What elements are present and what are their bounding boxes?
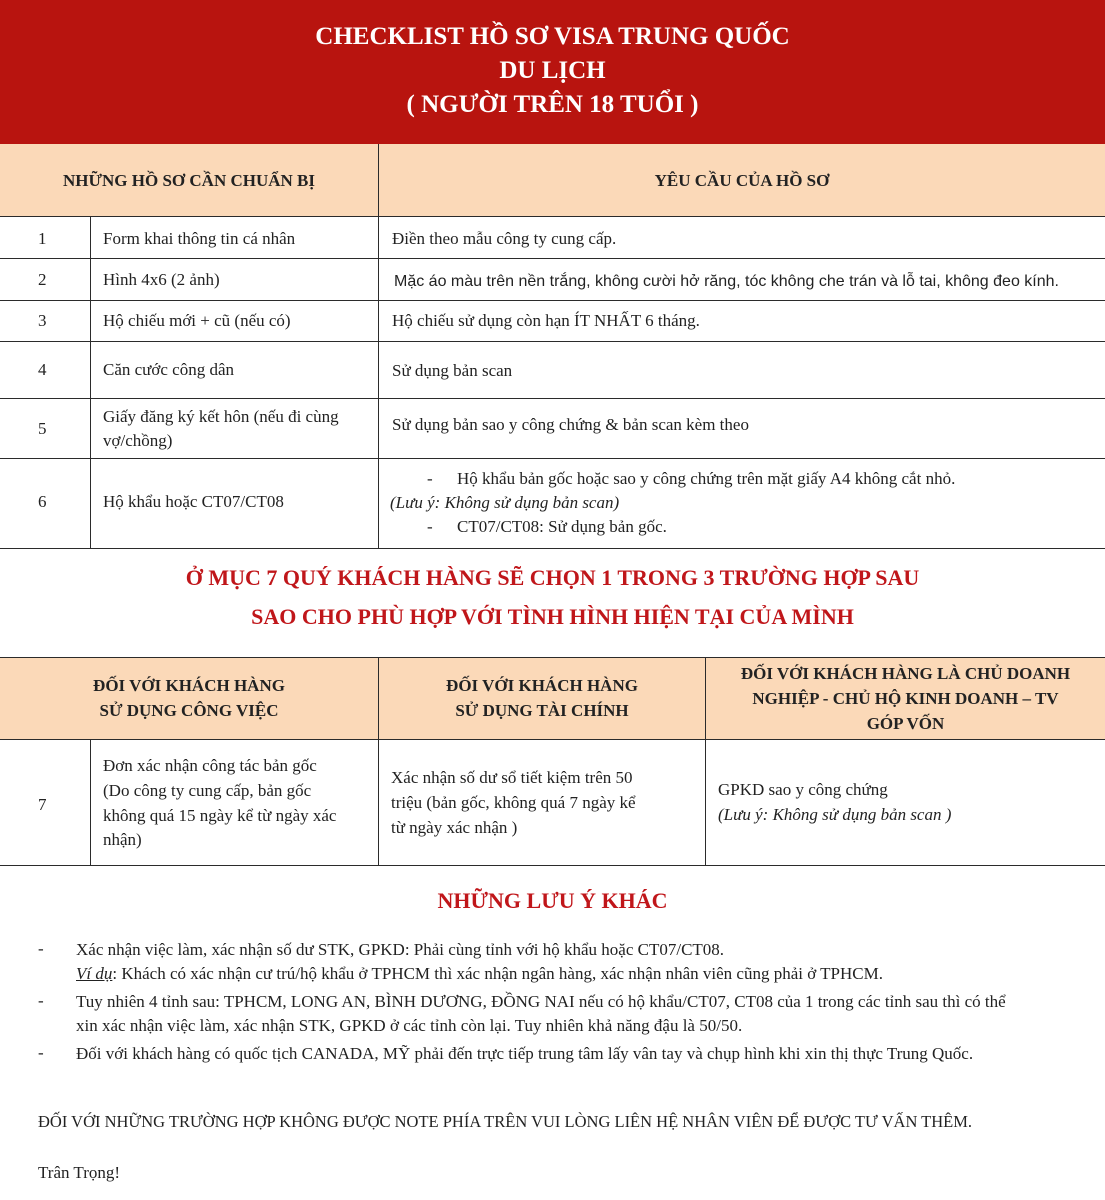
- header-line: NGHIỆP - CHỦ HỘ KINH DOANH – TV: [752, 688, 1059, 708]
- document-name: Hộ khẩu hoặc CT07/CT08: [103, 492, 284, 511]
- row-number: 1: [38, 229, 47, 248]
- document-name-line-1: Giấy đăng ký kết hôn (nếu đi cùng: [103, 407, 339, 426]
- title-line-2: DU LỊCH: [499, 57, 606, 84]
- header-line: ĐỐI VỚI KHÁCH HÀNG: [446, 676, 638, 695]
- contact-note: ĐỐI VỚI NHỮNG TRƯỜNG HỢP KHÔNG ĐƯỢC NOTE PHÍA TRÊN VUI LÒNG LIÊN HỆ NHÂN VIÊN ĐỂ ĐƯỢC TƯ VẤN THÊM.: [38, 1112, 973, 1131]
- table1-divider: [0, 398, 1105, 399]
- bullet-dash: -: [38, 939, 44, 958]
- title-line-3: ( NGƯỜI TRÊN 18 TUỔI ): [406, 91, 699, 118]
- table2-column-line: [378, 657, 379, 865]
- document-requirement-note: (Lưu ý: Không sử dụng bản scan): [390, 493, 620, 512]
- document-requirement: Hộ chiếu sử dụng còn hạn ÍT NHẤT 6 tháng.: [392, 311, 700, 330]
- title-banner: [0, 0, 1105, 144]
- table1-header-requirements: [379, 144, 1105, 216]
- finance-line: triệu (bản gốc, không quá 7 ngày kể: [391, 793, 636, 812]
- table2-header-business-owner: [706, 657, 1105, 739]
- header-line: SỬ DỤNG CÔNG VIỆC: [99, 701, 279, 720]
- document-requirement-line-2: CT07/CT08: Sử dụng bản gốc.: [457, 517, 667, 536]
- section-heading-line-1: Ở MỤC 7 QUÝ KHÁCH HÀNG SẼ CHỌN 1 TRONG 3 TRƯỜNG HỢP SAU: [185, 565, 920, 590]
- table2-divider: [0, 657, 1105, 658]
- header-line: ĐỐI VỚI KHÁCH HÀNG LÀ CHỦ DOANH: [740, 663, 1071, 683]
- row-number: 6: [38, 492, 47, 511]
- table1-column-line: [90, 216, 91, 548]
- title-line-1: CHECKLIST HỒ SƠ VISA TRUNG QUỐC: [315, 23, 790, 50]
- table2-column-line: [705, 657, 706, 865]
- business-license-note: (Lưu ý: Không sử dụng bản scan ): [718, 805, 952, 824]
- table2-divider: [0, 865, 1105, 866]
- table1-divider: [0, 341, 1105, 342]
- note-2-line-2: xin xác nhận việc làm, xác nhận STK, GPKD ở các tỉnh còn lại. Tuy nhiên khả năng đậu là 50/50.: [76, 1016, 743, 1035]
- finance-line: Xác nhận số dư sổ tiết kiệm trên 50: [391, 768, 633, 787]
- table2-column-line: [90, 739, 91, 865]
- employment-line: Đơn xác nhận công tác bản gốc: [103, 756, 317, 775]
- employment-line: không quá 15 ngày kể từ ngày xác: [103, 806, 337, 825]
- table1-divider: [0, 258, 1105, 259]
- bullet-dash: -: [427, 517, 433, 536]
- row-number: 5: [38, 419, 47, 438]
- header-line: ĐỐI VỚI KHÁCH HÀNG: [93, 676, 285, 695]
- example-text: : Khách có xác nhận cư trú/hộ khẩu ở TPHCM thì xác nhận ngân hàng, xác nhận nhân viên cũng phải ở TPHCM.: [112, 964, 883, 983]
- table1-divider: [0, 216, 1105, 217]
- table1-header-documents-label: NHỮNG HỒ SƠ CẦN CHUẨN BỊ: [62, 170, 316, 190]
- document-name: Hình 4x6 (2 ảnh): [103, 270, 220, 289]
- table1-divider: [0, 458, 1105, 459]
- document-name-line-2: vợ/chồng): [103, 431, 173, 450]
- document-requirement: Sử dụng bản scan: [392, 361, 513, 380]
- note-1-example: [76, 962, 883, 986]
- header-line: SỬ DỤNG TÀI CHÍNH: [455, 701, 629, 720]
- notes-heading: NHỮNG LƯU Ý KHÁC: [437, 888, 668, 913]
- document-name: Form khai thông tin cá nhân: [103, 229, 296, 248]
- table1-column-line: [378, 144, 379, 548]
- table1-divider: [0, 548, 1105, 549]
- table2-divider: [0, 739, 1105, 740]
- row-number: 2: [38, 270, 47, 289]
- bullet-dash: -: [38, 991, 44, 1010]
- finance-line: từ ngày xác nhận ): [391, 818, 518, 837]
- closing-text: Trân Trọng!: [38, 1163, 121, 1182]
- header-line: GÓP VỐN: [866, 713, 945, 733]
- document-name: Căn cước công dân: [103, 360, 235, 379]
- table1-divider: [0, 300, 1105, 301]
- note-3-line-1: Đối với khách hàng có quốc tịch CANADA, MỸ phải đến trực tiếp trung tâm lấy vân tay và chụp hình khi xin thị thực Trung Quốc.: [76, 1044, 974, 1063]
- table1-header-documents: [0, 144, 378, 216]
- document-requirement: Sử dụng bản sao y công chứng & bản scan kèm theo: [392, 415, 749, 434]
- document-requirement: Điền theo mẫu công ty cung cấp.: [392, 229, 617, 248]
- document-requirement-line-1: Hộ khẩu bản gốc hoặc sao y công chứng trên mặt giấy A4 không cắt nhỏ.: [457, 469, 956, 488]
- bullet-dash: -: [38, 1043, 44, 1062]
- note-1-line-1: Xác nhận việc làm, xác nhận số dư STK, GPKD: Phải cùng tỉnh với hộ khẩu hoặc CT07/CT08.: [76, 940, 725, 959]
- business-license-line: GPKD sao y công chứng: [718, 780, 888, 799]
- bullet-dash: -: [427, 469, 433, 488]
- document-requirement: Mặc áo màu trên nền trắng, không cười hở răng, tóc không che trán và lỗ tai, không đeo kính.: [394, 273, 1059, 290]
- table2-header-employment: [0, 657, 378, 739]
- note-2-line-1: Tuy nhiên 4 tỉnh sau: TPHCM, LONG AN, BÌNH DƯƠNG, ĐỒNG NAI nếu có hộ khẩu/CT07, CT08 của 1 trong các tỉnh sau thì có thể: [76, 992, 1006, 1011]
- document-name: Hộ chiếu mới + cũ (nếu có): [103, 311, 291, 330]
- example-label: Ví dụ: [76, 964, 113, 983]
- section-heading-line-2: SAO CHO PHÙ HỢP VỚI TÌNH HÌNH HIỆN TẠI CỦA MÌNH: [251, 604, 854, 629]
- table2-header-finance: [379, 657, 705, 739]
- row-number: 3: [38, 311, 47, 330]
- employment-line: (Do công ty cung cấp, bản gốc: [103, 781, 312, 800]
- row-number: 4: [38, 360, 47, 379]
- employment-line: nhận): [103, 830, 142, 849]
- table1-header-requirements-label: YÊU CẦU CỦA HỒ SƠ: [654, 170, 830, 190]
- row-number: 7: [38, 795, 47, 814]
